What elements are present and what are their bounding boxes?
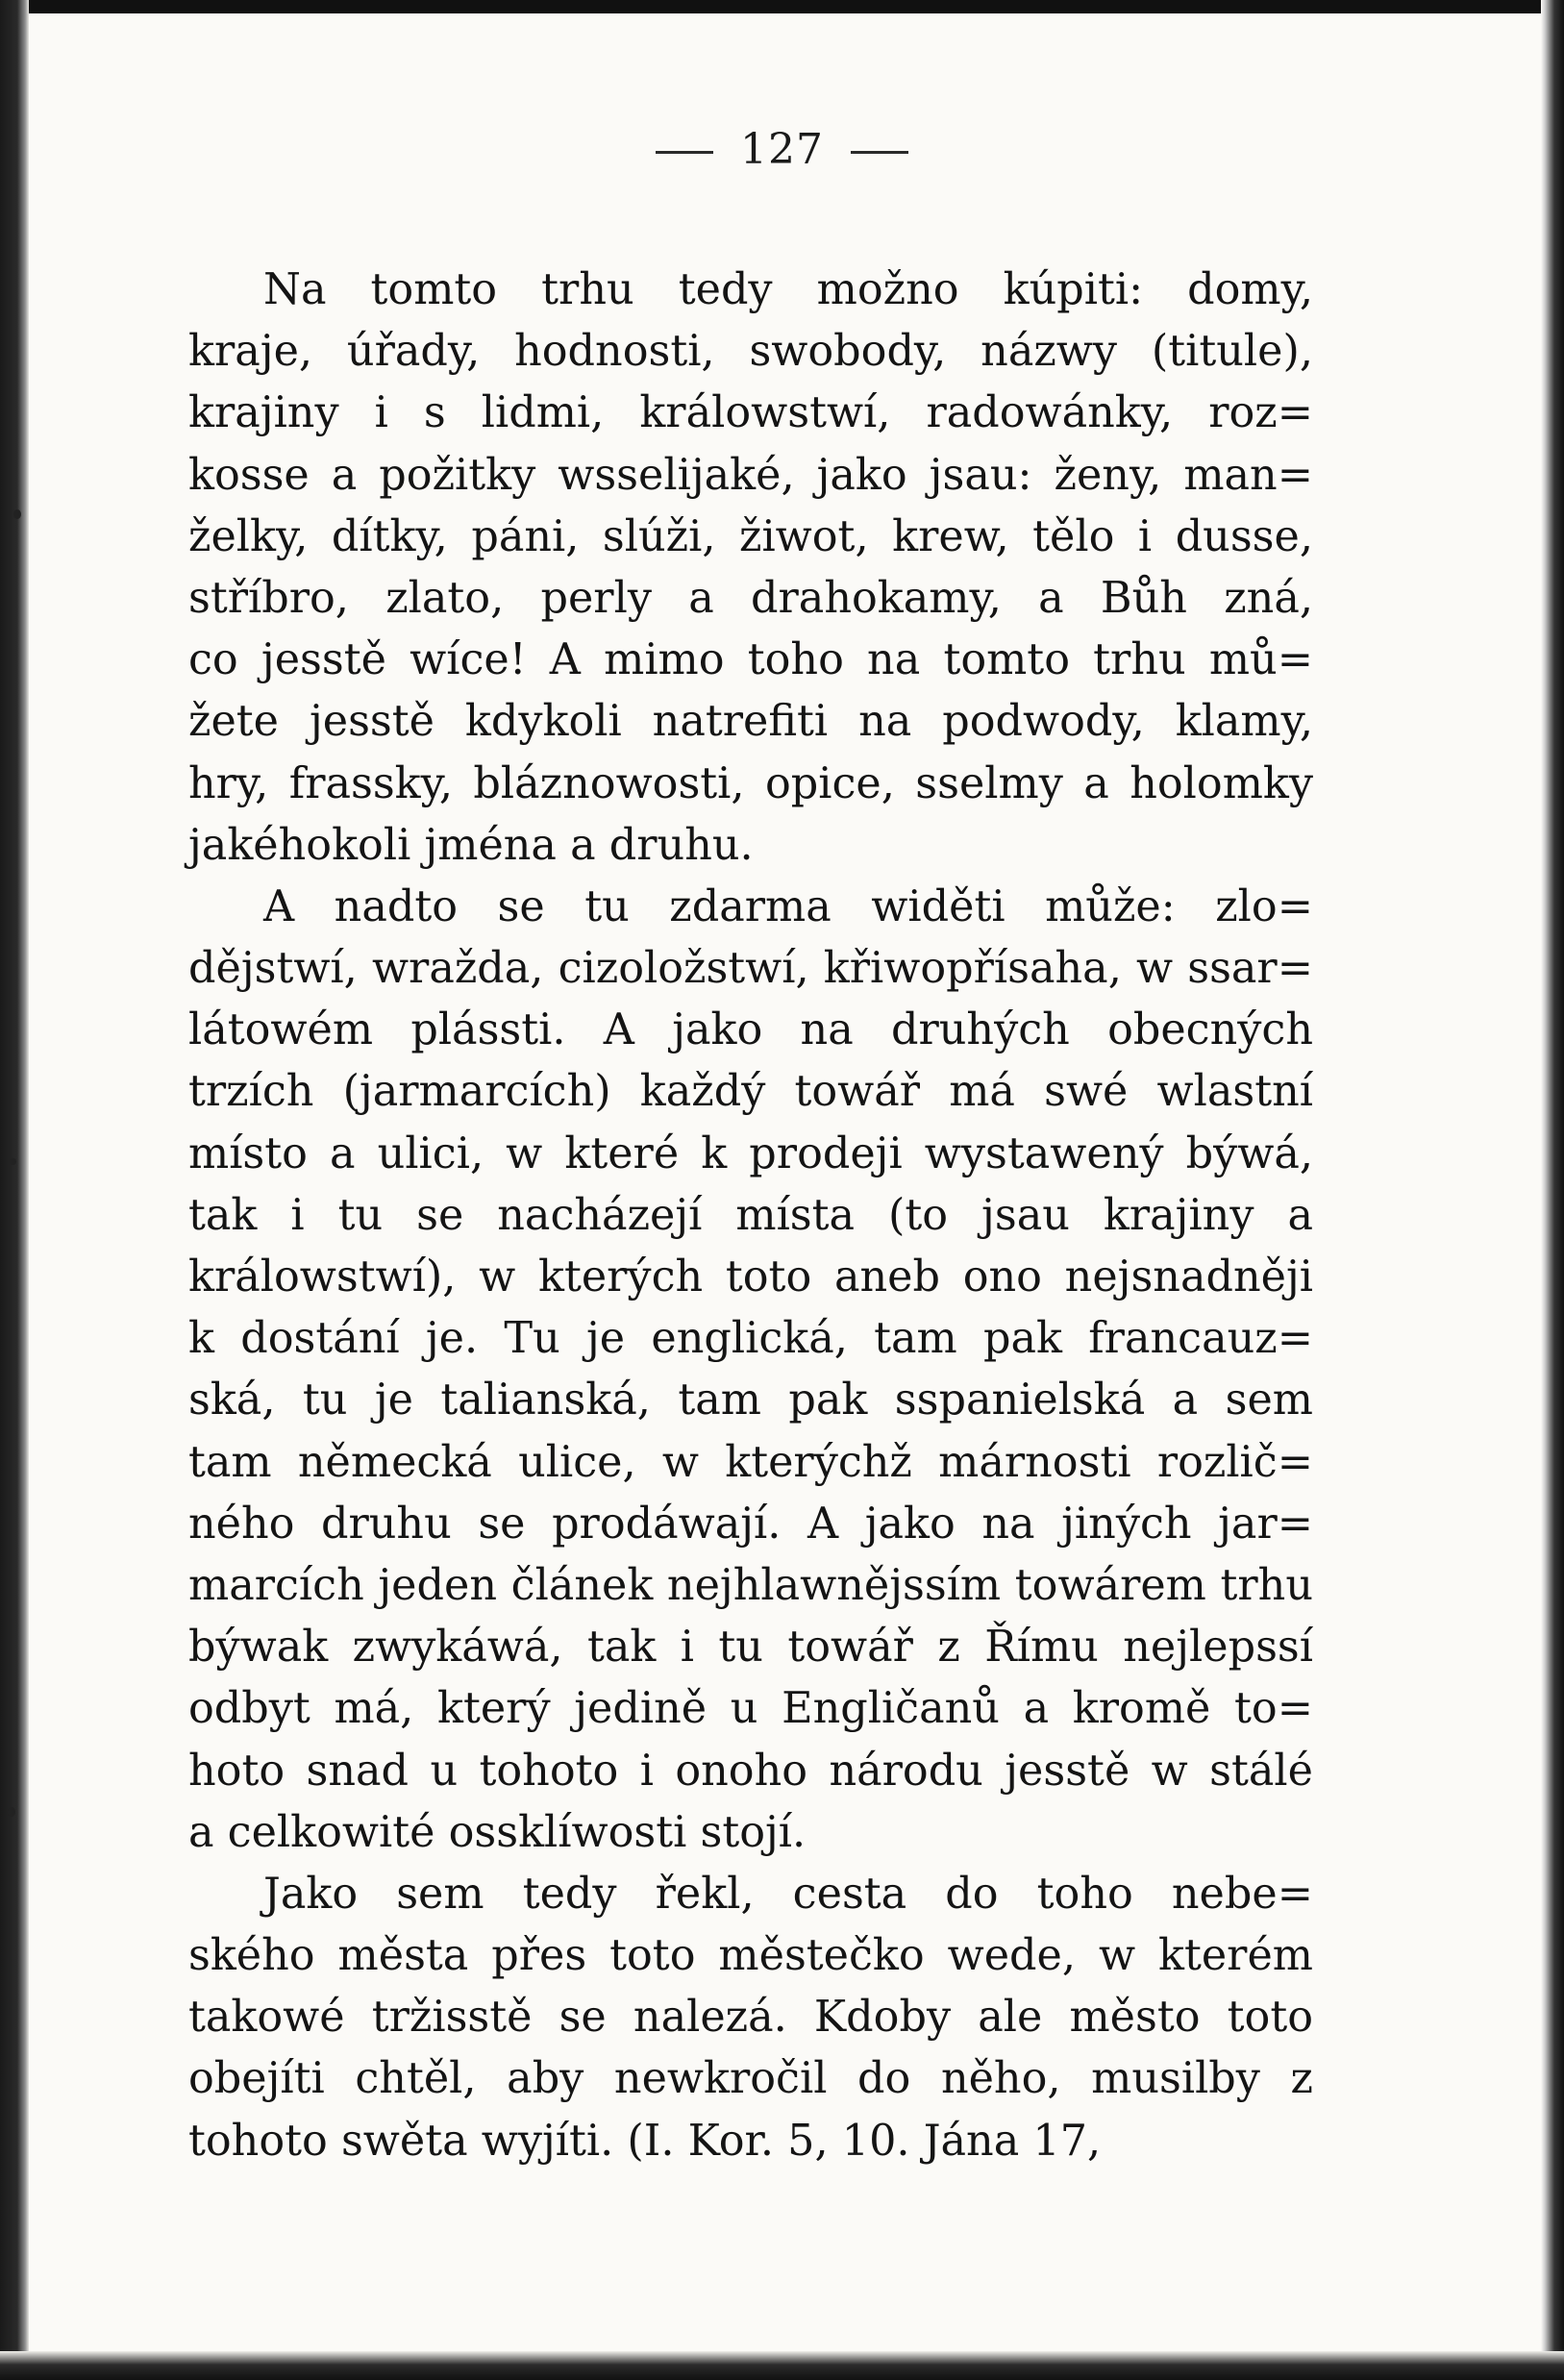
text-line: býwak zwykáwá, tak i tu towář z Římu nejlepssí <box>188 1623 1313 1673</box>
text-line: látowém plássti. A jako na druhých obecných <box>188 1005 1313 1055</box>
ink-speck <box>10 1158 16 1165</box>
text-line: kosse a požitky wsselijaké, jako jsau: ženy, man= <box>188 450 1313 500</box>
text-line: kraje, úřady, hodnosti, swobody, názwy (titule), <box>188 327 1313 377</box>
text-line: tohoto swěta wyjíti. (I. Kor. 5, 10. Jána 17, <box>188 2116 1102 2166</box>
text-line: stříbro, zlato, perly a drahokamy, a Bůh zná, <box>188 573 1313 623</box>
text-line: marcích jeden článek nejhlawnějssím towárem trhu <box>188 1560 1313 1610</box>
body-text <box>188 260 1313 2172</box>
paragraph <box>188 877 1313 1864</box>
text-line: ného druhu se prodáwají. A jako na jiných jar= <box>188 1499 1313 1549</box>
text-line: A nadto se tu zdarma widěti může: zlo= <box>263 881 1313 931</box>
ink-speck <box>8 1807 15 1817</box>
text-line: králowstwí), w kterých toto aneb ono nejsnadněji <box>188 1252 1313 1302</box>
text-line: Jako sem tedy řekl, cesta do toho nebe= <box>263 1869 1313 1919</box>
text-line: želky, dítky, páni, slúži, žiwot, krew, tělo i dusse, <box>188 511 1313 561</box>
text-line: trzích (jarmarcích) každý towář má swé wlastní <box>188 1067 1313 1117</box>
scan-bottom-edge <box>0 2351 1564 2380</box>
text-line: ského města přes toto městečko wede, w kterém <box>188 1931 1313 1981</box>
text-line: žete jesstě kdykoli natrefiti na podwody, klamy, <box>188 697 1313 747</box>
paragraph <box>188 260 1313 877</box>
text-line: a celkowité ossklíwosti stojí. <box>188 1807 807 1857</box>
text-line: odbyt má, který jedině u Engličanů a kromě to= <box>188 1684 1313 1734</box>
text-line: krajiny i s lidmi, králowstwí, radowánky, roz= <box>188 388 1313 438</box>
paragraph <box>188 1864 1313 2172</box>
text-line: hry, frassky, bláznowosti, opice, sselmy a holomky <box>188 758 1313 808</box>
scan-top-edge <box>0 0 1564 13</box>
text-line: ská, tu je talianská, tam pak sspanielská a sem <box>188 1376 1313 1426</box>
header-dash-left <box>656 151 713 154</box>
page-number: 127 <box>740 125 824 174</box>
text-line: místo a ulici, w které k prodeji wystawený býwá, <box>188 1128 1313 1178</box>
scan-right-edge <box>1541 0 1564 2380</box>
page-header <box>0 125 1564 174</box>
text-line: jakéhokoli jména a druhu. <box>188 820 754 870</box>
text-line: hoto snad u tohoto i onoho národu jesstě w stálé <box>188 1746 1313 1796</box>
text-line: obejíti chtěl, aby newkročil do něho, musilby z <box>188 2054 1313 2104</box>
text-line: takowé tržisstě se nalezá. Kdoby ale město toto <box>188 1993 1313 2043</box>
text-line: tam německá ulice, w kterýchž márnosti rozlič= <box>188 1437 1313 1487</box>
text-line: tak i tu se nacházejí místa (to jsau krajiny a <box>188 1190 1313 1240</box>
text-line: co jesstě wíce! A mimo toho na tomto trhu mů= <box>188 635 1313 685</box>
text-line: k dostání je. Tu je englická, tam pak francauz= <box>188 1314 1313 1364</box>
text-line: dějstwí, wraždа, cizoložstwí, křiwopřísaha, w ssar= <box>188 944 1313 994</box>
ink-speck <box>13 509 21 519</box>
scan-left-edge <box>0 0 29 2380</box>
text-line: Na tomto trhu tedy možno kúpiti: domy, <box>263 265 1313 314</box>
header-dash-right <box>851 151 908 154</box>
